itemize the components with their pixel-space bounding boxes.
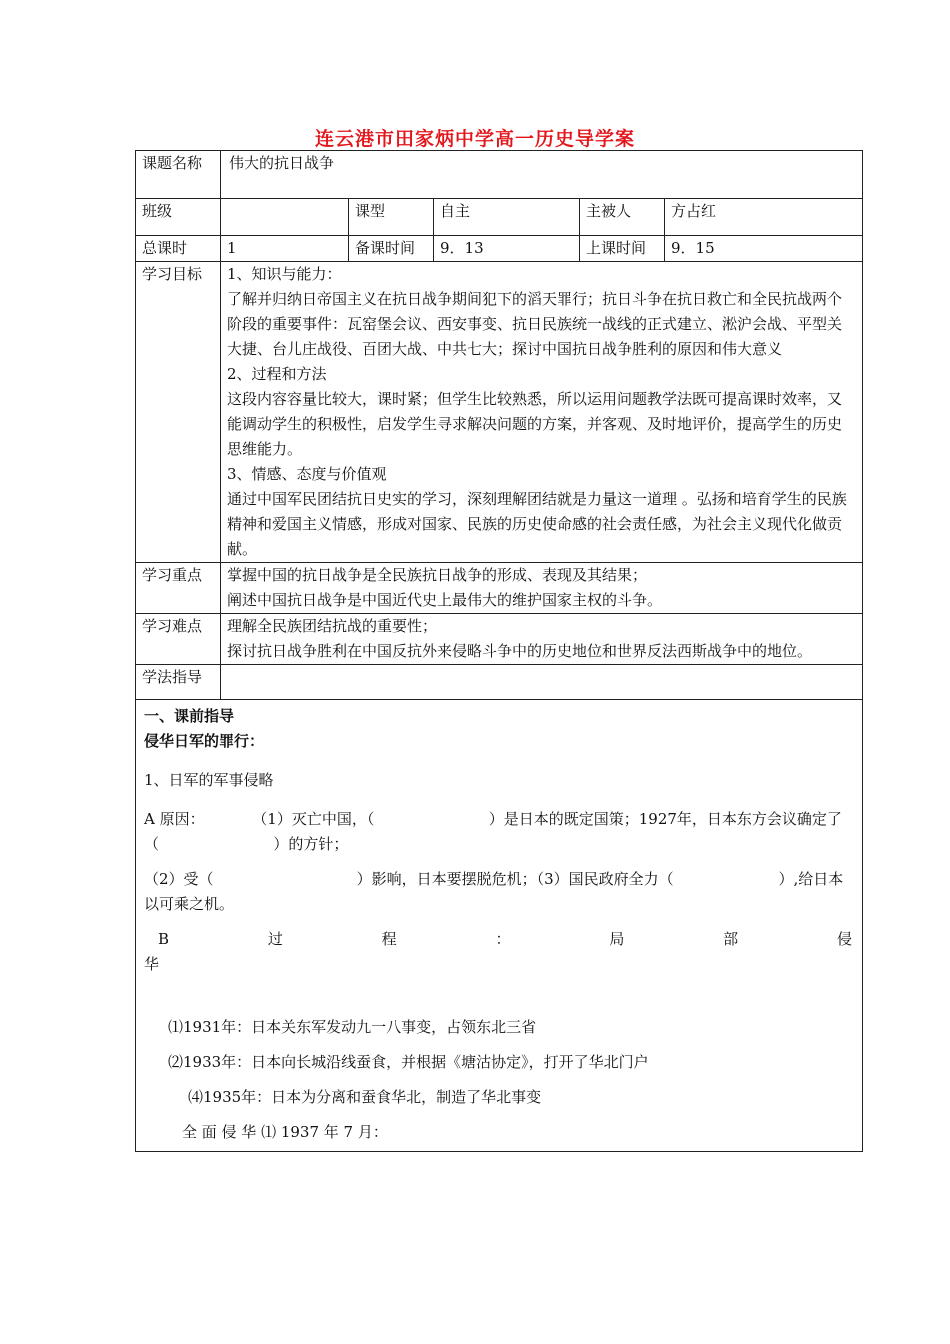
lesson-plan-table [135,150,863,1152]
preparer-label: 主被人 [580,199,665,236]
row-guide [136,700,863,1152]
objective-text-1: 了解并归纳日帝国主义在抗日战争期间犯下的滔天罪行；抗日斗争在抗日救亡和全民抗战两个阶段的重要事件：瓦窑堡会议、西安事变、抗日民族统一战线的正式建立、淞沪会战、平型关大捷、台儿庄战役、百团大战、中共七大；探讨中国抗日战争胜利的原因和伟大意义 [227,290,843,358]
prep-date-value: 9．13 [434,236,580,262]
lesson-type-value: 自主 [434,199,580,236]
document-title: 连云港市田家炳中学高一历史导学案 [314,128,635,150]
process-word: 侵 [836,930,852,948]
process-word: 程 [381,930,397,948]
guide-item-1: 1、日军的军事侵略 [144,771,274,789]
class-date-label: 上课时间 [580,236,665,262]
row-key-points [136,563,863,614]
difficulties-content [221,614,863,665]
objective-heading-2: 2、过程和方法 [227,365,327,383]
total-hours-label: 总课时 [136,236,221,262]
key-point-1: 掌握中国的抗日战争是全民族抗日战争的形成、表现及其结果； [227,566,648,584]
process-word: ： [495,930,511,948]
prep-date-label: 备课时间 [349,236,434,262]
process-word: B [158,930,170,948]
objective-heading-3: 3、情感、态度与价值观 [227,465,387,483]
difficulties-label: 学习难点 [136,614,221,665]
key-points-content [221,563,863,614]
method-label: 学法指导 [136,665,221,700]
row-difficulties [136,614,863,665]
guide-heading: 一、课前指导 [144,707,235,725]
process-word: 局 [609,930,625,948]
course-title-label: 课题名称 [136,151,221,199]
method-value [221,665,863,700]
event-1933: ⑵1933年：日本向长城沿线蚕食，并根据《塘沽协定》，打开了华北门户 [168,1053,649,1071]
preparer-value: 方占红 [665,199,863,236]
cause-a: A 原因： （1）灭亡中国，（ ）是日本的既定国策；1927年，日本东方会议确定了（ ）的方针； [144,810,842,853]
objectives-label: 学习目标 [136,262,221,563]
objective-text-2: 这段内容容量比较大，课时紧；但学生比较熟悉，所以运用问题教学法既可提高课时效率，又能调动学生的积极性，启发学生寻求解决问题的方案，并客观、及时地评价，提高学生的历史思维能力。 [227,390,843,458]
process-heading [144,927,852,952]
cause-b: （2）受（ ）影响，日本要摆脱危机；（3）国民政府全力（ ）,给日本以可乘之机。 [144,870,844,913]
key-points-label: 学习重点 [136,563,221,614]
guide-subheading: 侵华日军的罪行： [144,732,265,750]
full-invasion: 全 面 侵 华 ⑴ 1937 年 7 月： [182,1123,388,1141]
class-date-value: 9．15 [665,236,863,262]
event-1935: ⑷1935年：日本为分离和蚕食华北，制造了华北事变 [188,1088,542,1106]
total-hours-value: 1 [221,236,349,262]
row-schedule [136,236,863,262]
row-class-info [136,199,863,236]
class-value [221,199,349,236]
lesson-type-label: 课型 [349,199,434,236]
objective-heading-1: 1、知识与能力： [227,265,342,283]
row-method [136,665,863,700]
difficulty-1: 理解全民族团结抗战的重要性； [227,617,438,635]
guide-section [136,700,863,1152]
process-word: 过 [267,930,283,948]
objectives-content [221,262,863,563]
difficulty-2: 探讨抗日战争胜利在中国反抗外来侵略斗争中的历史地位和世界反法西斯战争中的地位。 [227,642,813,660]
objective-text-3: 通过中国军民团结抗日史实的学习，深刻理解团结就是力量这一道理 。弘扬和培育学生的民族精神和爱国主义情感，形成对国家、民族的历史使命感的社会责任感，为社会主义现代化做贡献。 [227,490,847,558]
event-1931: ⑴1931年：日本关东军发动九一八事变，占领东北三省 [168,1018,537,1036]
row-objectives [136,262,863,563]
process-tail: 华 [144,955,160,973]
course-title-value: 伟大的抗日战争 [221,151,863,199]
process-word: 部 [723,930,739,948]
row-course-title [136,151,863,199]
class-label: 班级 [136,199,221,236]
key-point-2: 阐述中国抗日战争是中国近代史上最伟大的维护国家主权的斗争。 [227,591,663,609]
